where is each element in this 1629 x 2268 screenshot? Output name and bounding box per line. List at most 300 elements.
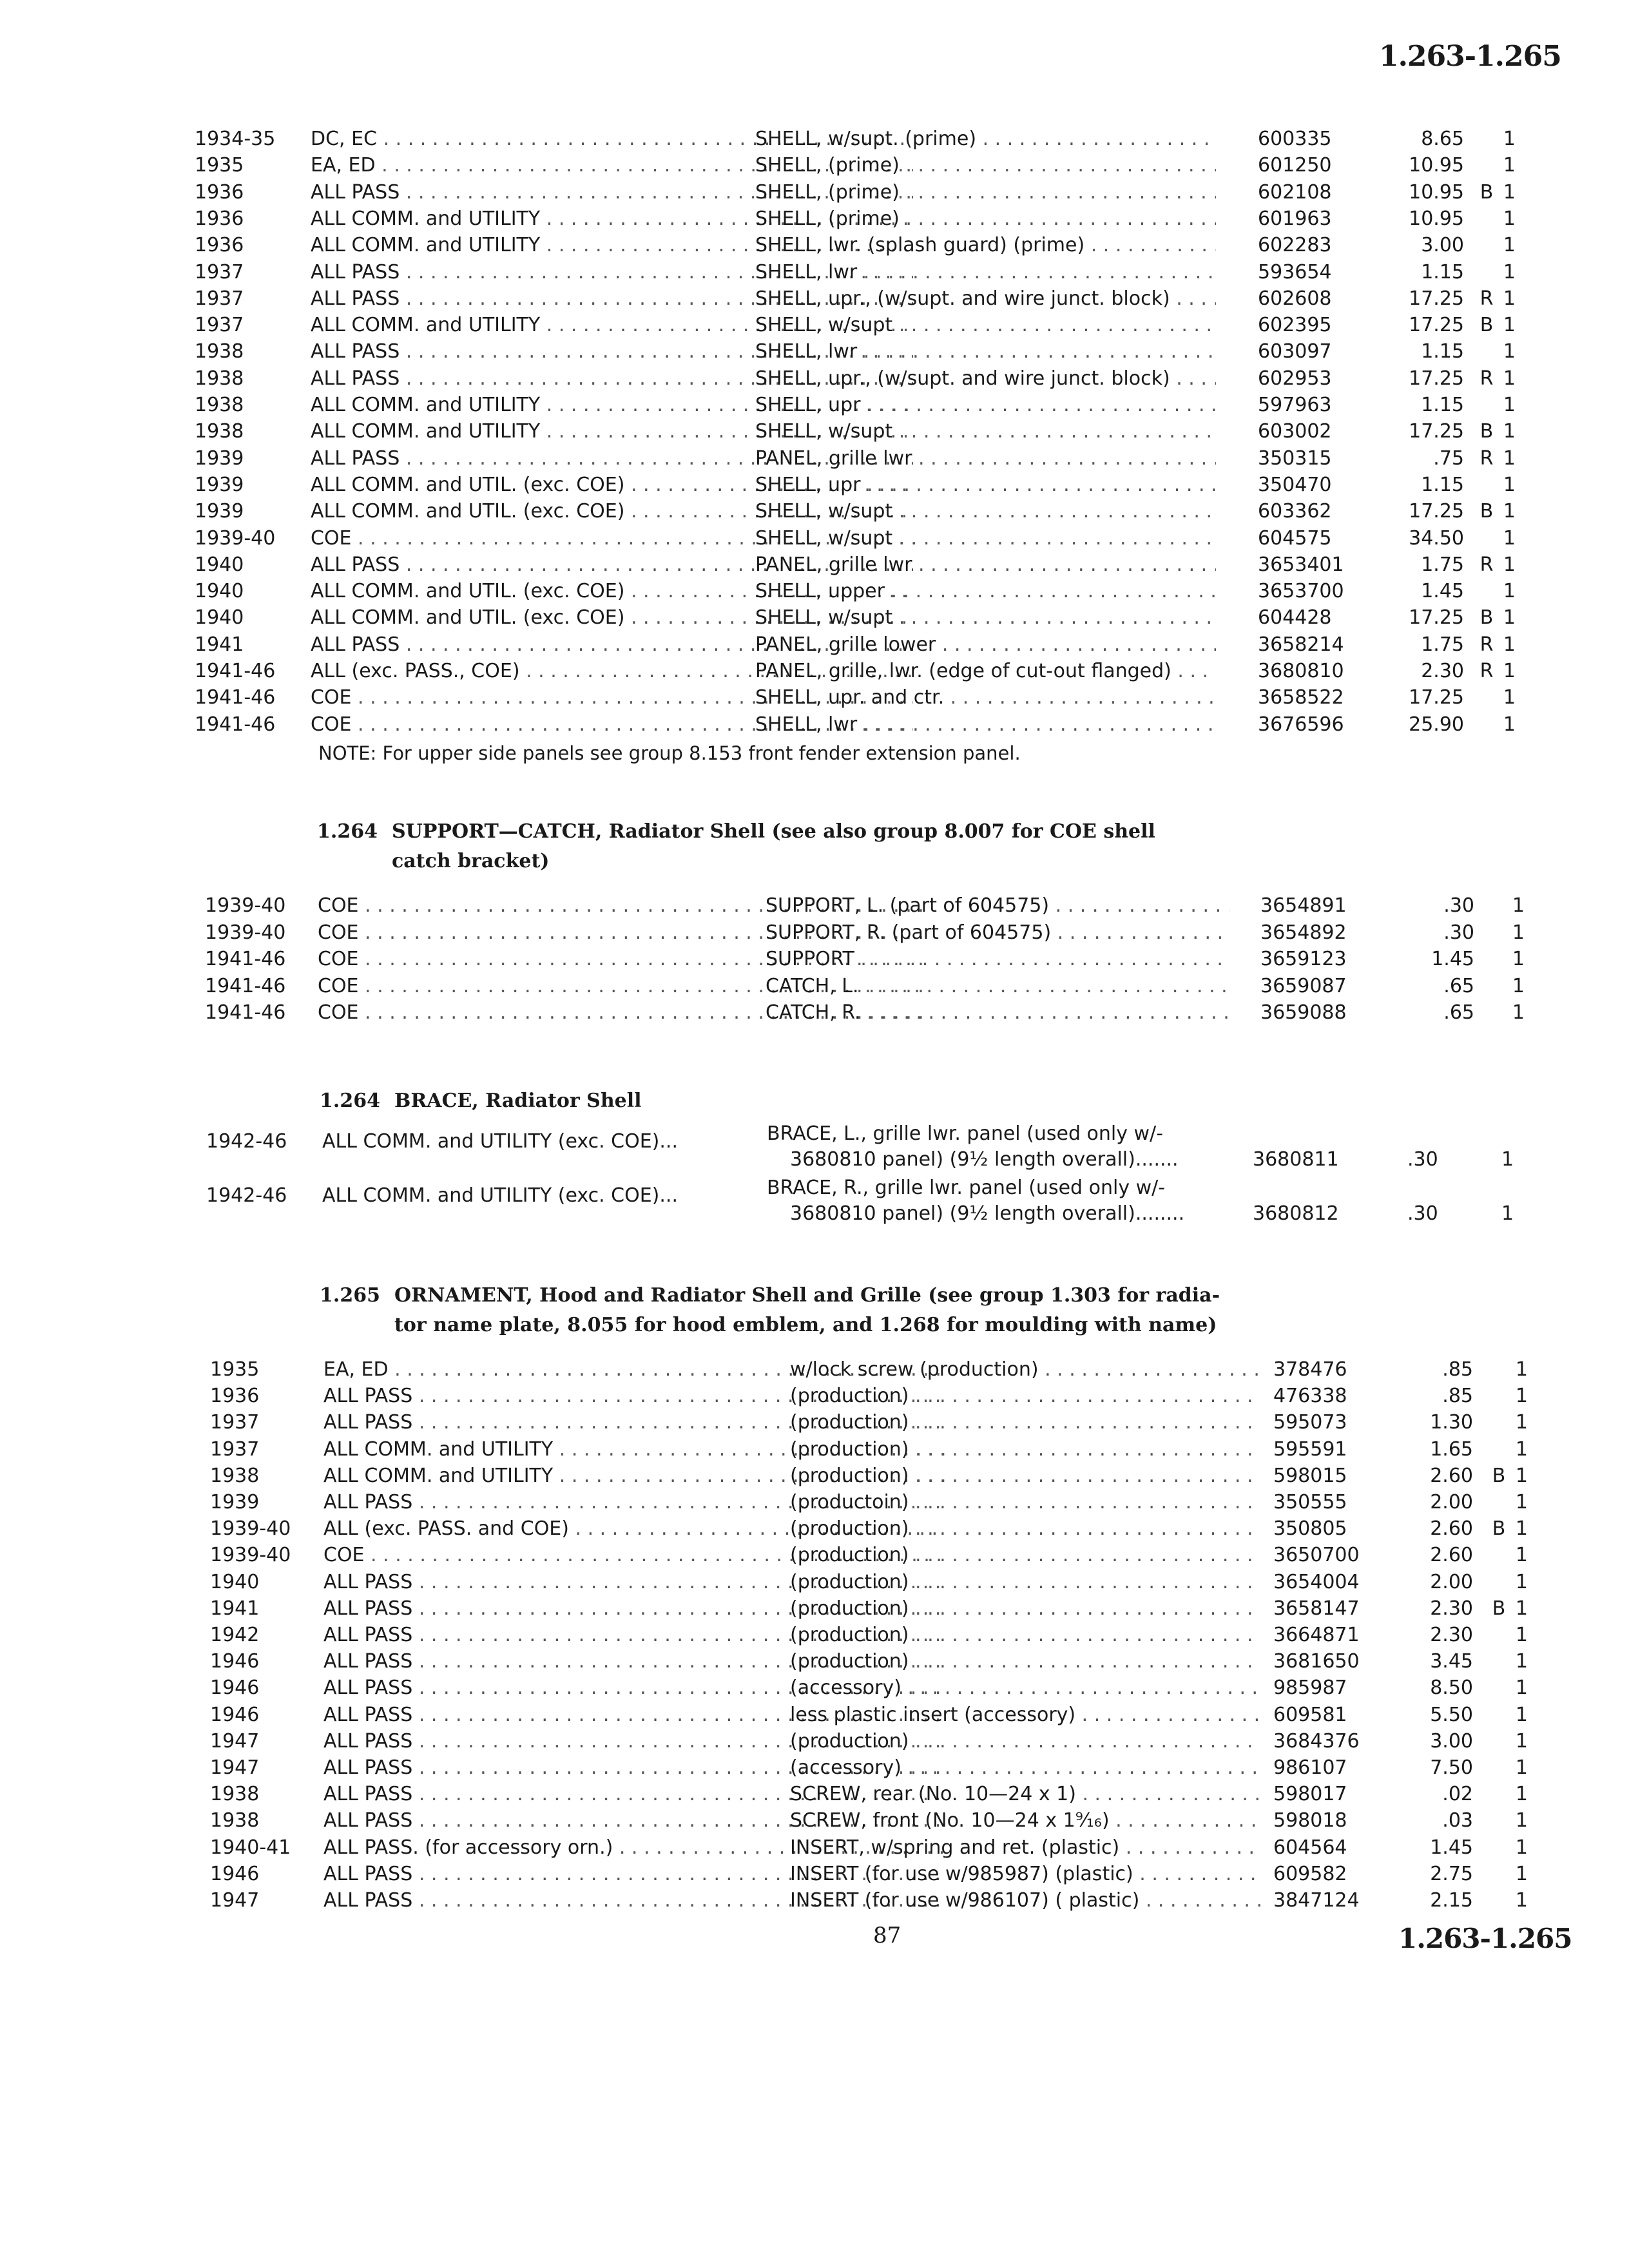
description-cell: INSERT (for use w/985987) (plastic) . . . (790, 1863, 1260, 1885)
part-number-cell: 3681650 (1273, 1650, 1360, 1673)
quantity-cell: 1 (1512, 974, 1525, 997)
description-cell: less plastic insert (accessory) . . . (790, 1704, 1260, 1726)
quantity-cell: 1 (1503, 180, 1516, 204)
model-cell: ALL COMM. and UTILITY . . . (323, 1438, 945, 1461)
model-cell: ALL COMM. and UTILITY . . . (311, 420, 913, 443)
quantity-cell: 1 (1515, 1517, 1528, 1541)
code-cell: B (1492, 1464, 1506, 1487)
quantity-cell: 1 (1503, 128, 1516, 150)
section-title-line: ORNAMENT, Hood and Radiator Shell and Grille (see group 1.303 for radia- (394, 1284, 1220, 1307)
price-cell: 1.30 (1430, 1411, 1473, 1434)
table-row (205, 1001, 1545, 1027)
part-number-cell: 3659088 (1260, 1001, 1347, 1024)
price-cell: 8.65 (1421, 128, 1464, 150)
quantity-cell: 1 (1515, 1889, 1528, 1912)
model-cell: ALL PASS . . . (311, 261, 913, 284)
part-number-cell: 3650700 (1273, 1544, 1360, 1567)
description-cell: SHELL, w/supt . . . (755, 314, 1216, 336)
table-row (205, 921, 1545, 947)
part-number-cell: 600335 (1258, 128, 1332, 150)
table-row (210, 1704, 1557, 1729)
quantity-cell: 1 (1503, 314, 1516, 337)
description-cell: w/lock screw (production) . . . (790, 1358, 1260, 1381)
description-cell: (production) . . . (790, 1465, 1260, 1487)
quantity-cell: 1 (1515, 1544, 1528, 1567)
model-cell: EA, ED . . . (311, 154, 913, 177)
price-cell: 17.25 (1409, 420, 1464, 443)
quantity-cell: 1 (1512, 948, 1525, 970)
model-cell: COE . . . (311, 527, 913, 550)
model-cell: ALL PASS . . . (323, 1783, 945, 1805)
table-row (210, 1597, 1557, 1623)
year-cell: 1942-46 (206, 1184, 287, 1207)
table-row (195, 181, 1535, 207)
description-cell: SHELL, (prime) . . . (755, 181, 1216, 204)
price-cell: 1.65 (1430, 1437, 1473, 1461)
description-cell: PANEL, grille lwr . . . (755, 447, 1216, 470)
year-cell: 1935 (210, 1358, 260, 1381)
model-cell: ALL COMM. and UTILITY . . . (323, 1465, 945, 1487)
model-cell: ALL (exc. PASS., COE) . . . (311, 660, 913, 682)
section-title-support (317, 817, 1155, 876)
part-number-cell: 985987 (1273, 1677, 1347, 1700)
description-cell: SHELL, lwr. (splash guard) (prime) . . . (755, 234, 1216, 256)
model-cell: ALL PASS . . . (311, 287, 913, 310)
quantity-cell: 1 (1515, 1862, 1528, 1885)
section-title-line: catch bracket) (392, 850, 550, 872)
table-row (210, 1889, 1557, 1915)
quantity-cell: 1 (1512, 894, 1525, 917)
table-row (195, 314, 1535, 340)
year-cell: 1941-46 (205, 974, 286, 997)
year-cell: 1936 (195, 234, 244, 257)
price-cell: 1.15 (1421, 473, 1464, 496)
quantity-cell: 1 (1515, 1570, 1528, 1593)
year-cell: 1939-40 (195, 526, 276, 550)
model-cell: COE . . . (318, 975, 923, 997)
price-cell: .30 (1407, 1148, 1438, 1171)
year-cell: 1938 (210, 1464, 260, 1487)
description-cell: SHELL, upper . . . (755, 580, 1216, 602)
part-number-cell: 601963 (1258, 207, 1332, 230)
table-row (210, 1544, 1557, 1570)
quantity-cell: 1 (1503, 553, 1516, 576)
quantity-cell: 1 (1515, 1703, 1528, 1726)
price-cell: 25.90 (1409, 713, 1464, 736)
description-cell: SCREW, front (No. 10—24 x 1⁹⁄₁₆) . . . (790, 1809, 1260, 1832)
section-title-ornament (320, 1281, 1220, 1340)
year-cell: 1940 (195, 606, 244, 629)
quantity-cell: 1 (1503, 606, 1516, 629)
quantity-cell: 1 (1515, 1437, 1528, 1461)
year-cell: 1934-35 (195, 128, 276, 150)
quantity-cell: 1 (1503, 287, 1516, 310)
price-cell: 2.30 (1430, 1597, 1473, 1620)
table-row (210, 1491, 1557, 1517)
quantity-cell: 1 (1503, 394, 1516, 416)
model-cell: ALL COMM. and UTILITY (exc. COE)... (322, 1184, 678, 1207)
table-row (195, 420, 1535, 446)
quantity-cell: 1 (1515, 1411, 1528, 1434)
quantity-cell: 1 (1503, 526, 1516, 550)
part-number-cell: 3654891 (1260, 894, 1347, 917)
model-cell: ALL COMM. and UTILITY . . . (311, 314, 913, 336)
table-row (210, 1863, 1557, 1888)
table-row (195, 340, 1535, 366)
model-cell: ALL PASS . . . (323, 1756, 945, 1779)
price-cell: 1.45 (1421, 580, 1464, 603)
year-cell: 1939 (195, 473, 244, 496)
part-number-cell: 597963 (1258, 394, 1332, 416)
description-cell: CATCH, L. . . . (766, 975, 1229, 997)
price-cell: .85 (1442, 1358, 1473, 1381)
quantity-cell: 1 (1515, 1836, 1528, 1859)
year-cell: 1939-40 (210, 1544, 291, 1567)
description-cell: SHELL, upr . . . (755, 474, 1216, 496)
model-cell: ALL PASS . . . (311, 181, 913, 204)
model-cell: ALL PASS . . . (311, 553, 913, 576)
code-cell: R (1480, 553, 1494, 576)
code-cell: B (1480, 180, 1494, 204)
table-row (210, 1650, 1557, 1676)
description-cell: (production) . . . (790, 1411, 1260, 1434)
part-number-cell: 595591 (1273, 1437, 1347, 1461)
description-cell: (accessory) . . . (790, 1677, 1260, 1699)
price-cell: 17.25 (1409, 500, 1464, 523)
model-cell: ALL PASS . . . (311, 633, 913, 656)
price-cell: 10.95 (1409, 207, 1464, 230)
price-cell: 2.75 (1430, 1862, 1473, 1885)
quantity-cell: 1 (1503, 367, 1516, 390)
part-number-cell: 604575 (1258, 526, 1332, 550)
quantity-cell: 1 (1515, 1756, 1528, 1779)
table-row (210, 1358, 1557, 1384)
price-cell: .30 (1443, 894, 1474, 917)
year-cell: 1946 (210, 1650, 260, 1673)
year-cell: 1936 (210, 1385, 260, 1408)
description-cell: SUPPORT, L. (part of 604575) . . . (766, 894, 1229, 917)
price-cell: 7.50 (1430, 1756, 1473, 1779)
year-cell: 1941 (195, 633, 244, 656)
description-cell: BRACE, L., grille lwr. panel (used only w/- (767, 1122, 1164, 1145)
quantity-cell: 1 (1503, 713, 1516, 736)
part-number-cell: 350470 (1258, 473, 1332, 496)
model-cell: ALL COMM. and UTILITY . . . (311, 207, 913, 230)
description-cell: 3680810 panel) (9½ length overall)........ (790, 1202, 1185, 1225)
part-number-cell: 350805 (1273, 1517, 1347, 1541)
model-cell: ALL COMM. and UTILITY . . . (311, 234, 913, 256)
table-row (210, 1730, 1557, 1756)
year-cell: 1936 (195, 207, 244, 230)
quantity-cell: 1 (1515, 1729, 1528, 1753)
model-cell: EA, ED . . . (323, 1358, 945, 1381)
code-cell: R (1480, 447, 1494, 470)
part-number-cell: 602608 (1258, 287, 1332, 310)
part-number-cell: 3658147 (1273, 1597, 1360, 1620)
part-number-cell: 593654 (1258, 260, 1332, 284)
year-cell: 1947 (210, 1729, 260, 1753)
table-row (210, 1465, 1557, 1490)
price-cell: .02 (1442, 1783, 1473, 1806)
part-number-cell: 3658214 (1258, 633, 1344, 656)
year-cell: 1939 (195, 500, 244, 523)
table-row (195, 527, 1535, 553)
table-row (210, 1411, 1557, 1437)
year-cell: 1937 (210, 1411, 260, 1434)
table-row (210, 1756, 1557, 1782)
table-row (195, 207, 1535, 233)
price-cell: 17.25 (1409, 606, 1464, 629)
table-row (195, 474, 1535, 499)
quantity-cell: 1 (1503, 500, 1516, 523)
year-cell: 1941-46 (195, 713, 276, 736)
model-cell: ALL PASS . . . (323, 1411, 945, 1434)
year-cell: 1941 (210, 1597, 260, 1620)
table-row (205, 948, 1545, 974)
model-cell: ALL COMM. and UTILITY (exc. COE)... (322, 1130, 678, 1153)
part-number-cell: 602953 (1258, 367, 1332, 390)
model-cell: COE . . . (318, 948, 923, 970)
year-cell: 1946 (210, 1703, 260, 1726)
quantity-cell: 1 (1503, 686, 1516, 709)
code-cell: R (1480, 367, 1494, 390)
year-cell: 1942-46 (206, 1130, 287, 1153)
part-number-cell: 3658522 (1258, 686, 1344, 709)
price-cell: 2.60 (1430, 1517, 1473, 1541)
model-cell: ALL PASS . . . (311, 340, 913, 363)
year-cell: 1936 (195, 180, 244, 204)
price-cell: 10.95 (1409, 154, 1464, 177)
year-cell: 1939-40 (210, 1517, 291, 1541)
description-cell: SHELL, (prime) . . . (755, 154, 1216, 177)
code-cell: R (1480, 633, 1494, 656)
table-row (195, 261, 1535, 287)
description-cell: 3680810 panel) (9½ length overall)....... (790, 1148, 1179, 1171)
code-cell: B (1480, 500, 1494, 523)
model-cell: ALL COMM. and UTIL. (exc. COE) . . . (311, 606, 913, 629)
page-footer-ref: 1.263-1.265 (1398, 1923, 1572, 1954)
table-row (210, 1385, 1557, 1410)
table-row (195, 447, 1535, 473)
part-number-cell: 3684376 (1273, 1729, 1360, 1753)
price-cell: 17.25 (1409, 287, 1464, 310)
price-cell: 1.75 (1421, 553, 1464, 576)
quantity-cell: 1 (1512, 921, 1525, 944)
part-number-cell: 3680810 (1258, 660, 1344, 682)
quantity-cell: 1 (1503, 660, 1516, 682)
description-cell: SHELL, w/supt . . . (755, 527, 1216, 550)
year-cell: 1937 (195, 314, 244, 337)
model-cell: ALL COMM. and UTIL. (exc. COE) . . . (311, 500, 913, 523)
quantity-cell: 1 (1503, 420, 1516, 443)
description-cell: SHELL, w/supt . . . (755, 606, 1216, 629)
table-row (210, 1836, 1557, 1862)
price-cell: 34.50 (1409, 526, 1464, 550)
description-cell: SHELL, lwr . . . (755, 340, 1216, 363)
price-cell: 2.30 (1430, 1624, 1473, 1646)
description-cell: SUPPORT, R. (part of 604575) . . . (766, 921, 1229, 944)
part-number-cell: 3653700 (1258, 580, 1344, 603)
price-cell: 2.15 (1430, 1889, 1473, 1912)
price-cell: 1.45 (1430, 1836, 1473, 1859)
model-cell: ALL PASS . . . (323, 1809, 945, 1832)
model-cell: ALL COMM. and UTIL. (exc. COE) . . . (311, 580, 913, 602)
quantity-cell: 1 (1515, 1650, 1528, 1673)
table-row (205, 894, 1545, 920)
description-cell: PANEL, grille lower . . . (755, 633, 1216, 656)
year-cell: 1937 (195, 260, 244, 284)
description-cell: SHELL, upr., (w/supt. and wire junct. block) . . . (755, 287, 1216, 310)
part-number-cell: 601250 (1258, 154, 1332, 177)
section-title-line: SUPPORT—CATCH, Radiator Shell (see also group 8.007 for COE shell (392, 820, 1155, 843)
year-cell: 1940 (210, 1570, 260, 1593)
table-row (195, 367, 1535, 393)
year-cell: 1941-46 (195, 660, 276, 682)
quantity-cell: 1 (1503, 260, 1516, 284)
part-number-cell: 986107 (1273, 1756, 1347, 1779)
description-cell: PANEL, grille lwr . . . (755, 553, 1216, 576)
table-row (195, 287, 1535, 313)
part-number-cell: 603362 (1258, 500, 1332, 523)
description-cell: SHELL, lwr . . . (755, 261, 1216, 284)
code-cell: B (1492, 1597, 1506, 1620)
description-cell: SHELL, w/supt. (prime) . . . (755, 128, 1216, 150)
section-title-brace (320, 1086, 642, 1116)
part-number-cell: 598017 (1273, 1783, 1347, 1806)
price-cell: 1.45 (1431, 948, 1474, 970)
table-row (195, 500, 1535, 526)
price-cell: 17.25 (1409, 314, 1464, 337)
description-cell: SHELL, upr., (w/supt. and wire junct. block) . . . (755, 367, 1216, 390)
quantity-cell: 1 (1515, 1358, 1528, 1381)
part-number-cell: 603097 (1258, 340, 1332, 363)
part-number-cell: 350555 (1273, 1491, 1347, 1514)
price-cell: 5.50 (1430, 1703, 1473, 1726)
description-cell: SHELL, upr . . . (755, 394, 1216, 416)
table-row (210, 1517, 1557, 1543)
description-cell: CATCH, R. . . . (766, 1001, 1229, 1024)
part-number-cell: 3847124 (1273, 1889, 1360, 1912)
model-cell: ALL (exc. PASS. and COE) . . . (323, 1517, 945, 1540)
section-title-line: BRACE, Radiator Shell (394, 1090, 642, 1112)
part-number-cell: 3676596 (1258, 713, 1344, 736)
table-row (195, 234, 1535, 260)
table-row (210, 1438, 1557, 1464)
quantity-cell: 1 (1503, 340, 1516, 363)
price-cell: 10.95 (1409, 180, 1464, 204)
model-cell: ALL PASS . . . (323, 1730, 945, 1753)
year-cell: 1938 (195, 340, 244, 363)
table-row (195, 606, 1535, 632)
description-cell: (accessory) . . . (790, 1756, 1260, 1779)
price-cell: 17.25 (1409, 367, 1464, 390)
part-number-cell: 602108 (1258, 180, 1332, 204)
part-number-cell: 3664871 (1273, 1624, 1360, 1646)
year-cell: 1939-40 (205, 894, 286, 917)
price-cell: .85 (1442, 1385, 1473, 1408)
table-row (195, 154, 1535, 180)
part-number-cell: 602283 (1258, 234, 1332, 257)
section-title-line: tor name plate, 8.055 for hood emblem, and 1.268 for moulding with name) (394, 1314, 1217, 1336)
table-row (210, 1809, 1557, 1835)
quantity-cell: 1 (1515, 1783, 1528, 1806)
quantity-cell: 1 (1501, 1202, 1514, 1225)
year-cell: 1938 (210, 1809, 260, 1832)
section-number: 1.264 (317, 820, 378, 843)
part-number-cell: 598015 (1273, 1464, 1347, 1487)
part-number-cell: 609582 (1273, 1862, 1347, 1885)
part-number-cell: 476338 (1273, 1385, 1347, 1408)
price-cell: 1.15 (1421, 394, 1464, 416)
description-cell: BRACE, R., grille lwr. panel (used only w/- (767, 1177, 1166, 1199)
price-cell: 3.45 (1430, 1650, 1473, 1673)
table-row (195, 713, 1535, 739)
price-cell: 2.00 (1430, 1491, 1473, 1514)
part-number-cell: 3680812 (1253, 1202, 1339, 1225)
price-cell: .30 (1443, 921, 1474, 944)
model-cell: COE . . . (318, 894, 923, 917)
table-row (210, 1677, 1557, 1702)
year-cell: 1947 (210, 1756, 260, 1779)
year-cell: 1940 (195, 553, 244, 576)
price-cell: .30 (1407, 1202, 1438, 1225)
quantity-cell: 1 (1503, 580, 1516, 603)
price-cell: 1.75 (1421, 633, 1464, 656)
quantity-cell: 1 (1503, 447, 1516, 470)
quantity-cell: 1 (1515, 1677, 1528, 1700)
part-number-cell: 3659123 (1260, 948, 1347, 970)
model-cell: ALL PASS . . . (323, 1597, 945, 1620)
description-cell: SHELL, w/supt . . . (755, 500, 1216, 523)
description-cell: (production) . . . (790, 1517, 1260, 1540)
year-cell: 1941-46 (195, 686, 276, 709)
price-cell: 2.60 (1430, 1464, 1473, 1487)
section-number: 1.264 (320, 1090, 380, 1112)
price-cell: 2.30 (1421, 660, 1464, 682)
table-row (195, 660, 1535, 686)
price-cell: 3.00 (1421, 234, 1464, 257)
year-cell: 1941-46 (205, 1001, 286, 1024)
model-cell: ALL COMM. and UTIL. (exc. COE) . . . (311, 474, 913, 496)
year-cell: 1947 (210, 1889, 260, 1912)
price-cell: .03 (1442, 1809, 1473, 1832)
model-cell: ALL COMM. and UTILITY . . . (311, 394, 913, 416)
description-cell: (production) . . . (790, 1571, 1260, 1593)
year-cell: 1939 (195, 447, 244, 470)
table-row (210, 1783, 1557, 1809)
section-number: 1.265 (320, 1284, 380, 1307)
table-row (195, 128, 1535, 153)
table-row (195, 686, 1535, 712)
price-cell: 1.15 (1421, 340, 1464, 363)
section-note: NOTE: For upper side panels see group 8.153 front fender extension panel. (318, 742, 1021, 764)
part-number-cell: 350315 (1258, 447, 1332, 470)
code-cell: R (1480, 287, 1494, 310)
description-cell: SHELL, w/supt . . . (755, 420, 1216, 443)
quantity-cell: 1 (1503, 633, 1516, 656)
model-cell: ALL PASS . . . (311, 367, 913, 390)
table-row (210, 1624, 1557, 1649)
price-cell: .65 (1443, 1001, 1474, 1024)
year-cell: 1946 (210, 1862, 260, 1885)
part-number-cell: 604564 (1273, 1836, 1347, 1859)
quantity-cell: 1 (1501, 1148, 1514, 1171)
year-cell: 1938 (195, 394, 244, 416)
year-cell: 1937 (195, 287, 244, 310)
table-row (195, 394, 1535, 419)
model-cell: ALL PASS . . . (323, 1863, 945, 1885)
model-cell: DC, EC . . . (311, 128, 913, 150)
